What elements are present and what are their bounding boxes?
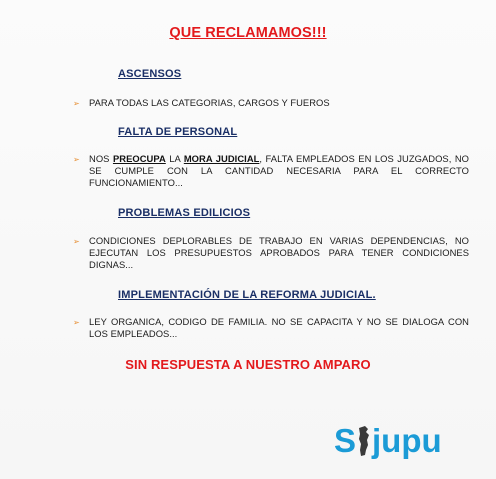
province-map-icon	[359, 426, 369, 456]
text-fragment: NOS	[89, 153, 113, 164]
sijupu-logo	[332, 420, 482, 460]
section-heading-problemas-edilicios: PROBLEMAS EDILICIOS	[118, 207, 251, 219]
text-fragment: , FALTA EMPLEADOS EN LOS JUZGADOS, NO SE CUMPLE CON LA CANTIDAD NECESARIA PARA EL CORRECTO FUNCIONAMIENTO...	[89, 153, 470, 189]
bullet-arrow-icon: ➢	[73, 237, 80, 246]
emphasis-preocupa: PREOCUPA	[112, 153, 166, 164]
page-title: QUE RECLAMAMOS!!!	[169, 25, 327, 41]
logo-letter-s: S	[334, 422, 357, 459]
emphasis-mora-judicial: MORA JUDICIAL	[183, 153, 260, 164]
bullet-arrow-icon: ➢	[73, 318, 80, 327]
logo-word-jupu: jupu	[372, 422, 442, 459]
section-text-ascensos: PARA TODAS LAS CATEGORIAS, CARGOS Y FUEROS	[89, 97, 330, 108]
section-text-problemas-edilicios: CONDICIONES DEPLORABLES DE TRABAJO EN VARIAS DEPENDENCIAS, NO EJECUTAN LOS PRESUPUESTOS APROBADOS PARA TENER CONDICIONES DIGNAS...	[89, 235, 469, 271]
section-heading-falta-de-personal: FALTA DE PERSONAL	[118, 126, 238, 138]
section-heading-reforma-judicial: IMPLEMENTACIÓN DE LA REFORMA JUDICIAL.	[118, 289, 376, 301]
bullet-arrow-icon: ➢	[73, 155, 80, 164]
text-fragment: LA	[165, 153, 184, 164]
bullet-arrow-icon: ➢	[73, 99, 80, 108]
closing-statement: SIN RESPUESTA A NUESTRO AMPARO	[125, 357, 371, 372]
section-text-reforma-judicial: LEY ORGANICA, CODIGO DE FAMILIA. NO SE CAPACITA Y NO SE DIALOGA CON LOS EMPLEADOS...	[89, 316, 469, 340]
section-heading-ascensos: ASCENSOS	[118, 68, 182, 80]
section-text-falta-de-personal	[89, 153, 469, 190]
